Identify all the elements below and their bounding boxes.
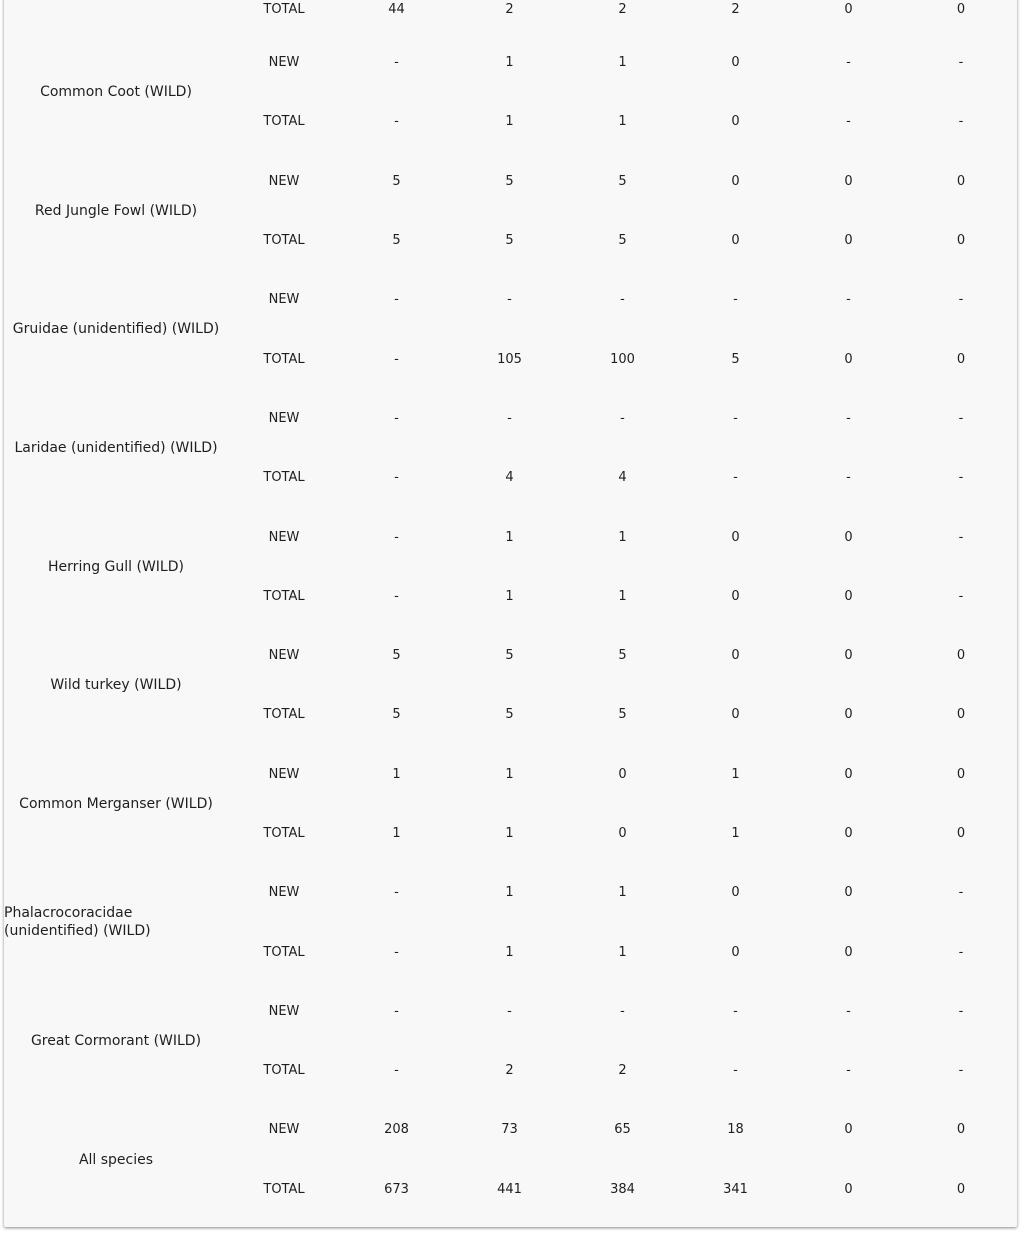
value-cell: 1	[618, 588, 627, 604]
value-cell: 0	[844, 588, 853, 604]
value-cell: 5	[505, 707, 514, 723]
value-cell: -	[733, 292, 738, 308]
value-cell: -	[733, 410, 738, 426]
value-cell: 1	[505, 944, 514, 960]
row-kind-label: TOTAL	[263, 707, 305, 723]
value-cell: 1	[618, 55, 627, 71]
row-kind-label: TOTAL	[263, 588, 305, 604]
value-cell: 341	[723, 1181, 748, 1197]
value-cell: -	[958, 410, 964, 426]
value-cell: 5	[392, 648, 401, 664]
value-cell: 1	[618, 944, 627, 960]
row-kind-label: TOTAL	[263, 2, 305, 17]
value-cell: -	[507, 410, 512, 426]
table-row	[4, 507, 1017, 566]
species-name: Red Jungle Fowl (WILD)	[34, 202, 198, 219]
value-cell: 2	[618, 1063, 627, 1079]
value-cell: 18	[727, 1122, 744, 1138]
value-cell: -	[507, 292, 512, 308]
row-kind-label: NEW	[268, 648, 300, 664]
value-cell: 1	[505, 885, 514, 901]
value-cell: 4	[505, 470, 514, 486]
value-cell: 0	[844, 766, 853, 782]
row-kind-label: TOTAL	[263, 351, 305, 367]
value-cell: 0	[844, 233, 853, 249]
value-cell: 0	[731, 648, 740, 664]
row-kind-label: TOTAL	[263, 826, 305, 841]
species-name: Gruidae (unidentified) (WILD)	[12, 321, 220, 338]
value-cell: 44	[388, 2, 405, 17]
value-cell: 0	[731, 173, 740, 189]
value-cell: -	[394, 529, 399, 545]
value-cell: -	[733, 1003, 738, 1019]
value-cell: -	[846, 1003, 851, 1019]
row-kind-label: NEW	[268, 292, 300, 308]
value-cell: 0	[956, 1181, 966, 1197]
value-cell: 0	[956, 351, 966, 367]
value-cell: 0	[844, 1122, 853, 1138]
value-cell: -	[620, 1003, 625, 1019]
species-name: Laridae (unidentified) (WILD)	[14, 440, 218, 457]
row-kind-label: TOTAL	[263, 1181, 305, 1197]
row-kind-label: NEW	[268, 410, 300, 426]
value-cell: -	[958, 55, 964, 71]
value-cell: -	[958, 529, 964, 545]
species-name: Common Merganser (WILD)	[19, 795, 213, 812]
value-cell: 1	[505, 826, 514, 841]
value-cell: 1	[618, 529, 627, 545]
value-cell: 0	[731, 114, 740, 130]
value-cell: 0	[956, 766, 966, 782]
value-cell: 0	[731, 944, 740, 960]
value-cell: -	[733, 1063, 738, 1079]
row-kind-label: TOTAL	[263, 114, 305, 130]
table-row	[4, 389, 1017, 448]
value-cell: 673	[384, 1181, 409, 1197]
value-cell: -	[394, 114, 399, 130]
value-cell: 4	[618, 470, 627, 486]
value-cell: 0	[844, 1181, 853, 1197]
row-kind-label: NEW	[268, 885, 300, 901]
value-cell: -	[507, 1003, 512, 1019]
value-cell: 2	[731, 2, 740, 17]
value-cell: 105	[497, 351, 522, 367]
value-cell: 5	[392, 233, 401, 249]
value-cell: 5	[618, 173, 627, 189]
table-row	[4, 33, 1017, 92]
value-cell: 5	[505, 233, 514, 249]
value-cell: 100	[610, 351, 635, 367]
value-cell: 5	[392, 707, 401, 723]
value-cell: -	[958, 1063, 964, 1079]
value-cell: 2	[505, 1063, 514, 1079]
value-cell: 0	[956, 707, 966, 723]
value-cell: -	[394, 1003, 399, 1019]
value-cell: 1	[505, 55, 514, 71]
row-kind-label: TOTAL	[263, 470, 305, 486]
species-name: Common Coot (WILD)	[40, 84, 192, 101]
value-cell: 0	[844, 173, 853, 189]
value-cell: 0	[844, 826, 853, 841]
value-cell: 1	[505, 114, 514, 130]
value-cell: 5	[505, 173, 514, 189]
table-row	[4, 982, 1017, 1041]
value-cell: -	[846, 55, 851, 71]
value-cell: 65	[614, 1122, 631, 1138]
species-name: All species	[78, 1151, 154, 1168]
value-cell: -	[846, 410, 851, 426]
table-row	[4, 0, 1017, 33]
value-cell: 1	[731, 826, 740, 841]
value-cell: 1	[618, 114, 627, 130]
row-kind-label: NEW	[268, 766, 300, 782]
row-kind-label: NEW	[268, 173, 300, 189]
value-cell: 0	[731, 55, 740, 71]
table-row	[4, 270, 1017, 329]
value-cell: 2	[618, 2, 627, 17]
value-cell: 1	[618, 885, 627, 901]
value-cell: -	[958, 292, 964, 308]
value-cell: -	[394, 885, 399, 901]
value-cell: 5	[618, 707, 627, 723]
value-cell: 1	[505, 529, 514, 545]
value-cell: -	[958, 114, 964, 130]
value-cell: 5	[505, 648, 514, 664]
value-cell: 1	[731, 766, 740, 782]
value-cell: 0	[844, 944, 853, 960]
table-row	[4, 745, 1017, 804]
value-cell: -	[620, 410, 625, 426]
row-kind-label: TOTAL	[263, 1063, 305, 1079]
value-cell: -	[846, 114, 851, 130]
value-cell: 0	[731, 529, 740, 545]
value-cell: -	[394, 944, 399, 960]
value-cell: 0	[844, 351, 853, 367]
value-cell: 208	[384, 1122, 409, 1138]
value-cell: 1	[505, 766, 514, 782]
value-cell: -	[394, 588, 399, 604]
table-row	[4, 152, 1017, 211]
value-cell: 0	[731, 707, 740, 723]
value-cell: 0	[844, 707, 853, 723]
row-kind-label: NEW	[268, 1122, 300, 1138]
value-cell: -	[733, 470, 738, 486]
table-body	[4, 0, 1017, 1219]
value-cell: 0	[731, 885, 740, 901]
value-cell: 5	[618, 648, 627, 664]
species-report-table	[4, 0, 1017, 1219]
value-cell: -	[394, 470, 399, 486]
row-kind-label: NEW	[268, 529, 300, 545]
report-card	[4, 0, 1017, 1227]
value-cell: 0	[844, 2, 853, 17]
value-cell: 384	[610, 1181, 635, 1197]
value-cell: 5	[392, 173, 401, 189]
value-cell: -	[958, 1003, 964, 1019]
value-cell: 73	[501, 1122, 518, 1138]
value-cell: -	[620, 292, 625, 308]
value-cell: -	[394, 351, 399, 367]
value-cell: -	[394, 55, 399, 71]
value-cell: 0	[618, 826, 627, 841]
value-cell: 5	[618, 233, 627, 249]
value-cell: 0	[844, 885, 853, 901]
value-cell: 441	[497, 1181, 522, 1197]
value-cell: -	[958, 470, 964, 486]
table-row	[4, 626, 1017, 685]
value-cell: -	[846, 470, 851, 486]
value-cell: -	[394, 410, 399, 426]
row-kind-label: NEW	[268, 1003, 300, 1019]
value-cell: 0	[731, 588, 740, 604]
value-cell: -	[394, 1063, 399, 1079]
value-cell: 2	[505, 2, 514, 17]
value-cell: -	[958, 588, 964, 604]
table-row	[4, 863, 1017, 922]
value-cell: 0	[731, 233, 740, 249]
species-cell	[4, 0, 228, 33]
species-name: Phalacrocoracidae (unidentified) (WILD)	[4, 905, 151, 940]
row-kind-label: NEW	[268, 55, 300, 71]
value-cell: 0	[844, 648, 853, 664]
row-kind-label: TOTAL	[263, 944, 305, 960]
species-name: Herring Gull (WILD)	[48, 558, 184, 575]
species-name: Great Cormorant (WILD)	[30, 1033, 202, 1050]
table-row	[4, 1100, 1017, 1159]
value-cell: -	[958, 944, 964, 960]
species-name: Wild turkey (WILD)	[50, 677, 182, 694]
row-kind-label: TOTAL	[263, 233, 305, 249]
value-cell: 1	[505, 588, 514, 604]
value-cell: -	[394, 292, 399, 308]
value-cell: -	[846, 1063, 851, 1079]
value-cell: 0	[618, 766, 627, 782]
value-cell: 0	[844, 529, 853, 545]
value-cell: 5	[731, 351, 740, 367]
value-cell: 0	[956, 826, 966, 841]
value-cell: 0	[956, 1122, 966, 1138]
value-cell: -	[958, 885, 964, 901]
value-cell: 0	[956, 648, 966, 664]
value-cell: 0	[956, 173, 966, 189]
value-cell: -	[846, 292, 851, 308]
value-cell: 0	[956, 2, 966, 17]
value-cell: 1	[392, 826, 401, 841]
value-cell: 1	[392, 766, 401, 782]
value-cell: 0	[956, 233, 966, 249]
